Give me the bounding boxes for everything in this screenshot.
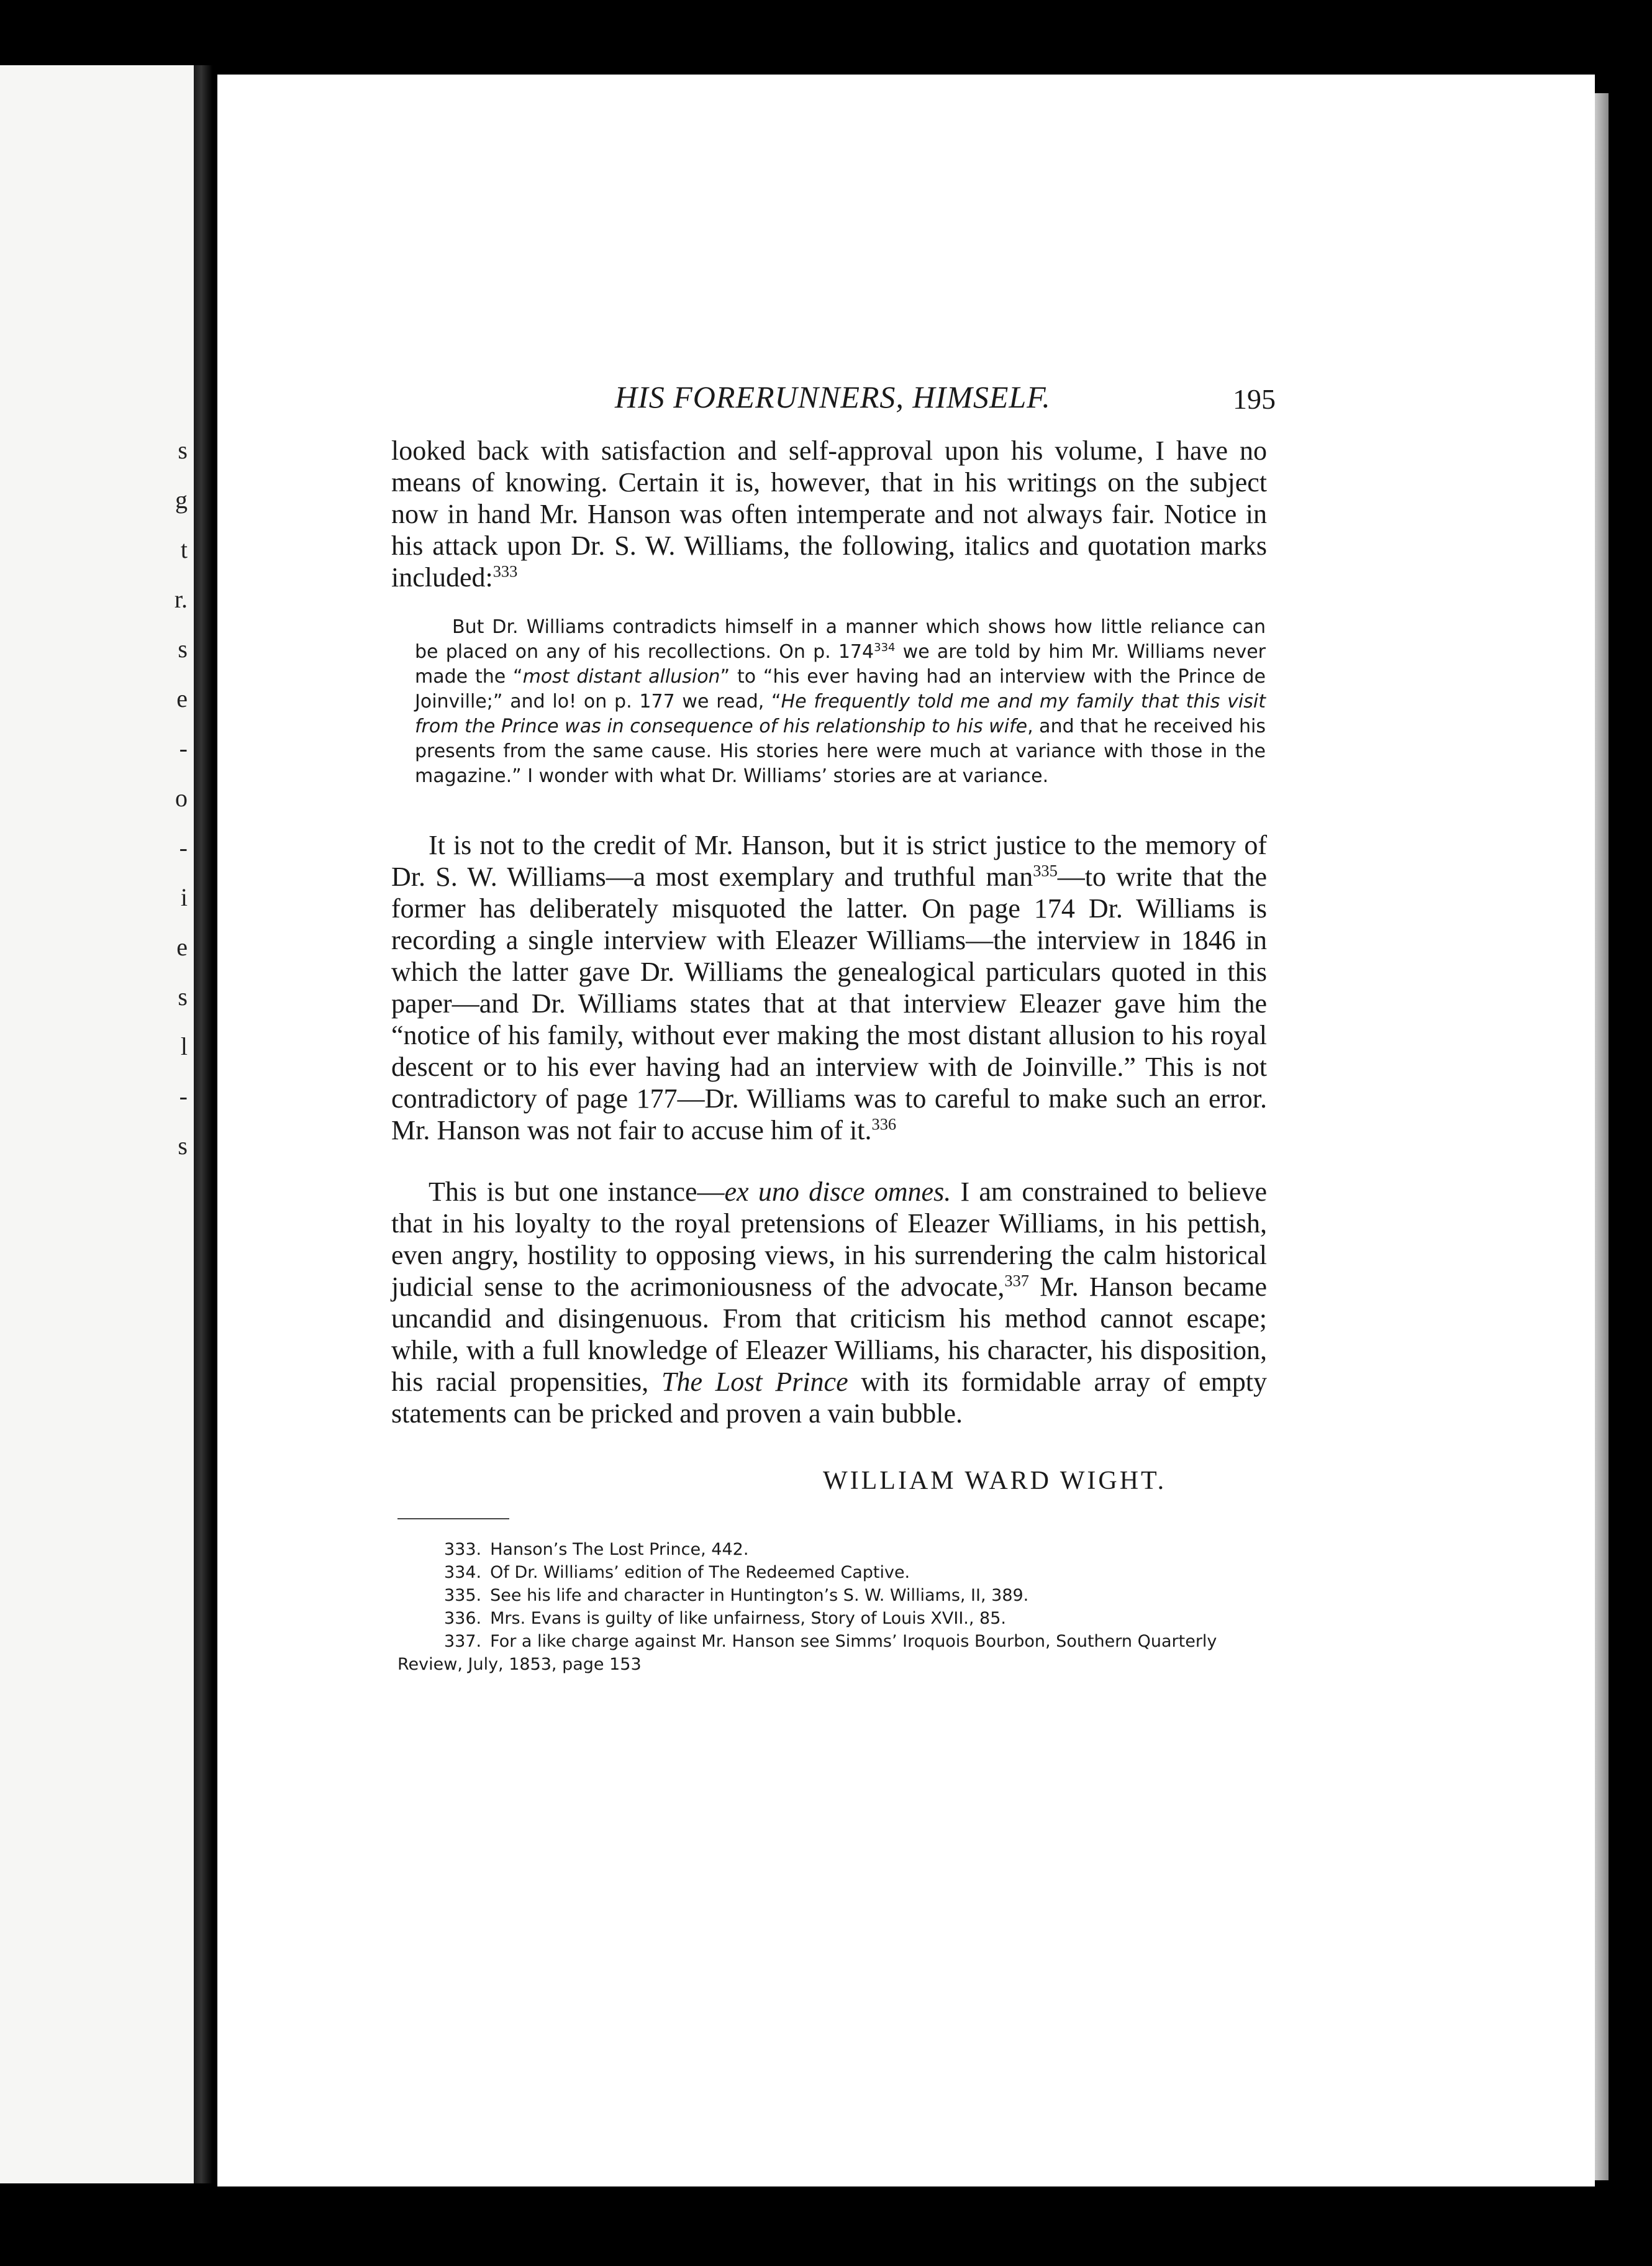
paragraph-2-text: —to write that the former has deliberately misquoted the latter. On page 174 Dr. Williams is recording a single interview with Eleazer Williams—the interview in 1846 in which the latter gave Dr. Williams the genealogical particulars quoted in this paper—and Dr. Williams states that at that interview Eleazer gave him the “notice of his family, without ever making the most distant allusion to his royal descent or to his ever having had an interview with de Joinville.” This is not contradictory of page 177—Dr. Williams was to careful to make such an error. Mr. Hanson was not fair to accuse him of it. — [391, 862, 1267, 1145]
footnote-text: See his life and character in Huntington’s S. W. Williams, II, 389. — [490, 1586, 1029, 1605]
facing-page-edge-text — [173, 425, 188, 1171]
quote-text: ” to “his ever having had an interview with the Prince de Joinville;” and lo! on p. 177 we read, “ — [415, 666, 1266, 712]
paragraph-2 — [391, 829, 1267, 1146]
footnote-ref: 334 — [874, 641, 896, 654]
edge-char: i — [180, 883, 188, 911]
running-head: HIS FORERUNNERS, HIMSELF. — [615, 380, 1051, 414]
edge-char: t — [180, 535, 188, 563]
page-edge-shadow — [1595, 93, 1609, 2180]
quote-text: But Dr. Williams contradicts himself in a manner which shows how little reliance can be placed on any of his recollections. On p. 174 — [415, 616, 1266, 663]
book-gutter — [194, 65, 212, 2183]
footnote — [397, 1630, 1267, 1676]
edge-char: r. — [174, 585, 188, 613]
edge-char: - — [179, 734, 188, 762]
paragraph-2-text: It is not to the credit of Mr. Hanson, but it is strict justice to the memory of Dr. S. W. Williams—a most exemplary and truthful man — [391, 830, 1267, 892]
footnote-number: 337. — [444, 1632, 482, 1651]
quote-italic: most distant allusion — [522, 666, 720, 688]
footnote-text: Mrs. Evans is guilty of like unfairness, Story of Louis XVII., 85. — [490, 1609, 1006, 1628]
footnote-number: 333. — [444, 1540, 482, 1559]
edge-char: - — [179, 1082, 188, 1110]
quote-text: , and that he received his presents from the same cause. His stories here were much at variance with those in the magazine.” I wonder with what Dr. Williams’ stories are at variance. — [415, 716, 1266, 787]
footnote-text: For a like charge against Mr. Hanson see Simms’ Iroquois Bourbon, Southern Quarterly Review, July, 1853, page 153 — [397, 1632, 1217, 1674]
footnotes — [397, 1538, 1267, 1676]
quote-text: we are told by him Mr. Williams never made the “ — [415, 641, 1266, 688]
edge-char: - — [179, 834, 188, 862]
footnote-ref: 333 — [492, 562, 518, 581]
footnote-rule — [397, 1518, 509, 1519]
edge-char: s — [178, 635, 188, 663]
quote-italic: He frequently told me and my family that this visit from the Prince was in consequence of his relationship to his wife — [415, 691, 1266, 737]
edge-char: o — [175, 784, 188, 812]
page-number: 195 — [1233, 383, 1276, 415]
paragraph-3-text: Mr. Hanson became uncandid and disingenuous. From that criticism his method cannot escape; while, with a full knowledge of Eleazer Williams, his character, his disposition, his racial propensities, — [391, 1272, 1267, 1397]
edge-char: g — [175, 486, 188, 514]
edge-char: s — [178, 1132, 188, 1160]
footnote-text: Hanson’s The Lost Prince, 442. — [490, 1540, 749, 1559]
edge-char: s — [178, 983, 188, 1011]
block-quote — [415, 615, 1266, 789]
edge-char: e — [176, 685, 188, 712]
paragraph-1 — [391, 435, 1267, 593]
footnote-ref: 337 — [1004, 1271, 1029, 1290]
footnote-number: 335. — [444, 1586, 482, 1605]
footnote-number: 334. — [444, 1563, 482, 1582]
latin-phrase: ex uno disce omnes. — [724, 1176, 951, 1207]
paragraph-3 — [391, 1176, 1267, 1429]
footnote-ref: 336 — [871, 1114, 897, 1134]
footnote-number: 336. — [444, 1609, 482, 1628]
edge-char: s — [178, 436, 188, 464]
footnote — [397, 1538, 1267, 1561]
paragraph-3-text: with its formidable array of empty statements can be pricked and proven a vain bubble. — [391, 1367, 1268, 1429]
footnote — [397, 1584, 1267, 1607]
edge-char: l — [180, 1032, 188, 1060]
author-signature: WILLIAM WARD WIGHT. — [823, 1467, 1167, 1495]
paragraph-1-text: looked back with satisfaction and self-approval upon his volume, I have no means of knowing. Certain it is, however, that in his writings on the subject now in hand Mr. Hanson was often intemperate and not always fair. Notice in his attack upon Dr. S. W. Williams, the following, italics and quotation marks included: — [391, 435, 1267, 593]
footnote — [397, 1607, 1267, 1630]
footnote-text: Of Dr. Williams’ edition of The Redeemed Captive. — [490, 1563, 910, 1582]
footnote-ref: 335 — [1033, 861, 1058, 880]
paragraph-3-text: This is but one instance— — [429, 1176, 725, 1207]
edge-char: e — [176, 933, 188, 961]
paragraph-3-text: I am constrained to believe that in his loyalty to the royal pretensions of Eleazer Williams, in his pettish, even angry, hostility to opposing views, in his surrendering the calm historical judicial sense to the acrimoniousness of the advocate, — [391, 1176, 1267, 1302]
book-title: The Lost Prince — [661, 1367, 848, 1397]
footnote — [397, 1561, 1267, 1584]
facing-page — [0, 65, 194, 2183]
